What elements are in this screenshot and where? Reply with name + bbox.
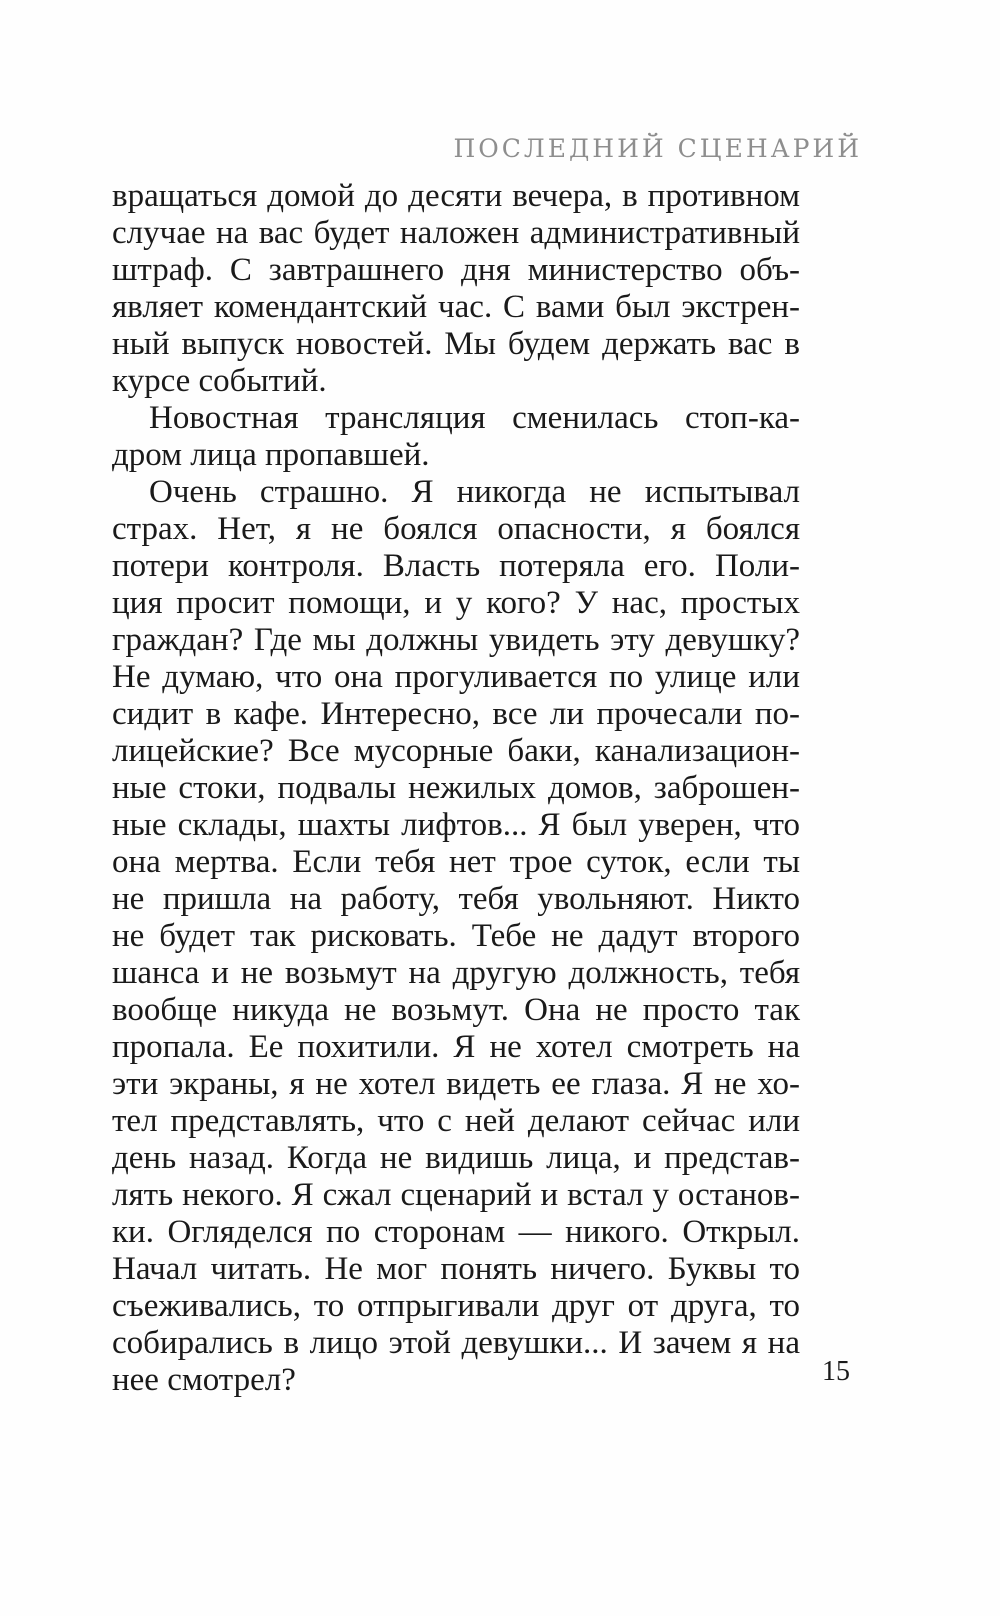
text-line: граждан? Где мы должны увидеть эту девушку? — [112, 622, 800, 658]
text-line: ный выпуск новостей. Мы будем держать вас в — [112, 326, 800, 362]
text-line: сидит в кафе. Интересно, все ли прочесали по- — [112, 696, 800, 732]
text-line: ки. Огляделся по сторонам — никого. Открыл. — [112, 1214, 800, 1250]
text-line: штраф. С завтрашнего дня министерство объ- — [112, 252, 800, 288]
text-line: вращаться домой до десяти вечера, в противном — [112, 178, 800, 214]
text-line: пропала. Ее похитили. Я не хотел смотреть на — [112, 1029, 800, 1065]
text-line: потери контроля. Власть потеряла его. Поли- — [112, 548, 800, 584]
text-line: ные стоки, подвалы нежилых домов, заброшен- — [112, 770, 800, 806]
text-line: она мертва. Если тебя нет трое суток, если ты — [112, 844, 800, 880]
text-line: эти экраны, я не хотел видеть ее глаза. Я не хо- — [112, 1066, 800, 1102]
text-line: ция просит помощи, и у кого? У нас, простых — [112, 585, 800, 621]
text-line: день назад. Когда не видишь лица, и представ- — [112, 1140, 800, 1176]
text-line: дром лица пропавшей. — [112, 437, 430, 473]
text-line: ные склады, шахты лифтов... Я был уверен, что — [112, 807, 800, 843]
text-line: тел представлять, что с ней делают сейчас или — [112, 1103, 800, 1139]
text-line: Очень страшно. Я никогда не испытывал — [149, 474, 800, 510]
text-line: собирались в лицо этой девушки... И зачем я на — [112, 1325, 800, 1361]
text-line: нее смотрел? — [112, 1362, 296, 1398]
text-line: Не думаю, что она прогуливается по улице или — [112, 659, 800, 695]
text-line: являет комендантский час. С вами был экстрен- — [112, 289, 800, 325]
text-line: лять некого. Я сжал сценарий и встал у останов- — [112, 1177, 800, 1213]
text-line: страх. Нет, я не боялся опасности, я боялся — [112, 511, 800, 547]
text-line: лицейские? Все мусорные баки, канализацион- — [112, 733, 800, 769]
text-line: не пришла на работу, тебя увольняют. Никто — [112, 881, 800, 917]
text-line: курсе событий. — [112, 363, 327, 399]
page-number: 15 — [822, 1356, 850, 1387]
text-line: случае на вас будет наложен административный — [112, 215, 800, 251]
text-line: вообще никуда не возьмут. Она не просто так — [112, 992, 800, 1028]
body-text — [112, 178, 800, 1399]
text-line: Начал читать. Не мог понять ничего. Буквы то — [112, 1251, 800, 1287]
text-line: съеживались, то отпрыгивали друг от друга, то — [112, 1288, 800, 1324]
text-line: шанса и не возьмут на другую должность, тебя — [112, 955, 800, 991]
text-line: не будет так рисковать. Тебе не дадут второго — [112, 918, 800, 954]
running-head-title: ПОСЛЕДНИЙ СЦЕНАРИЙ — [453, 134, 862, 163]
text-line: Новостная трансляция сменилась стоп-ка- — [149, 400, 800, 436]
